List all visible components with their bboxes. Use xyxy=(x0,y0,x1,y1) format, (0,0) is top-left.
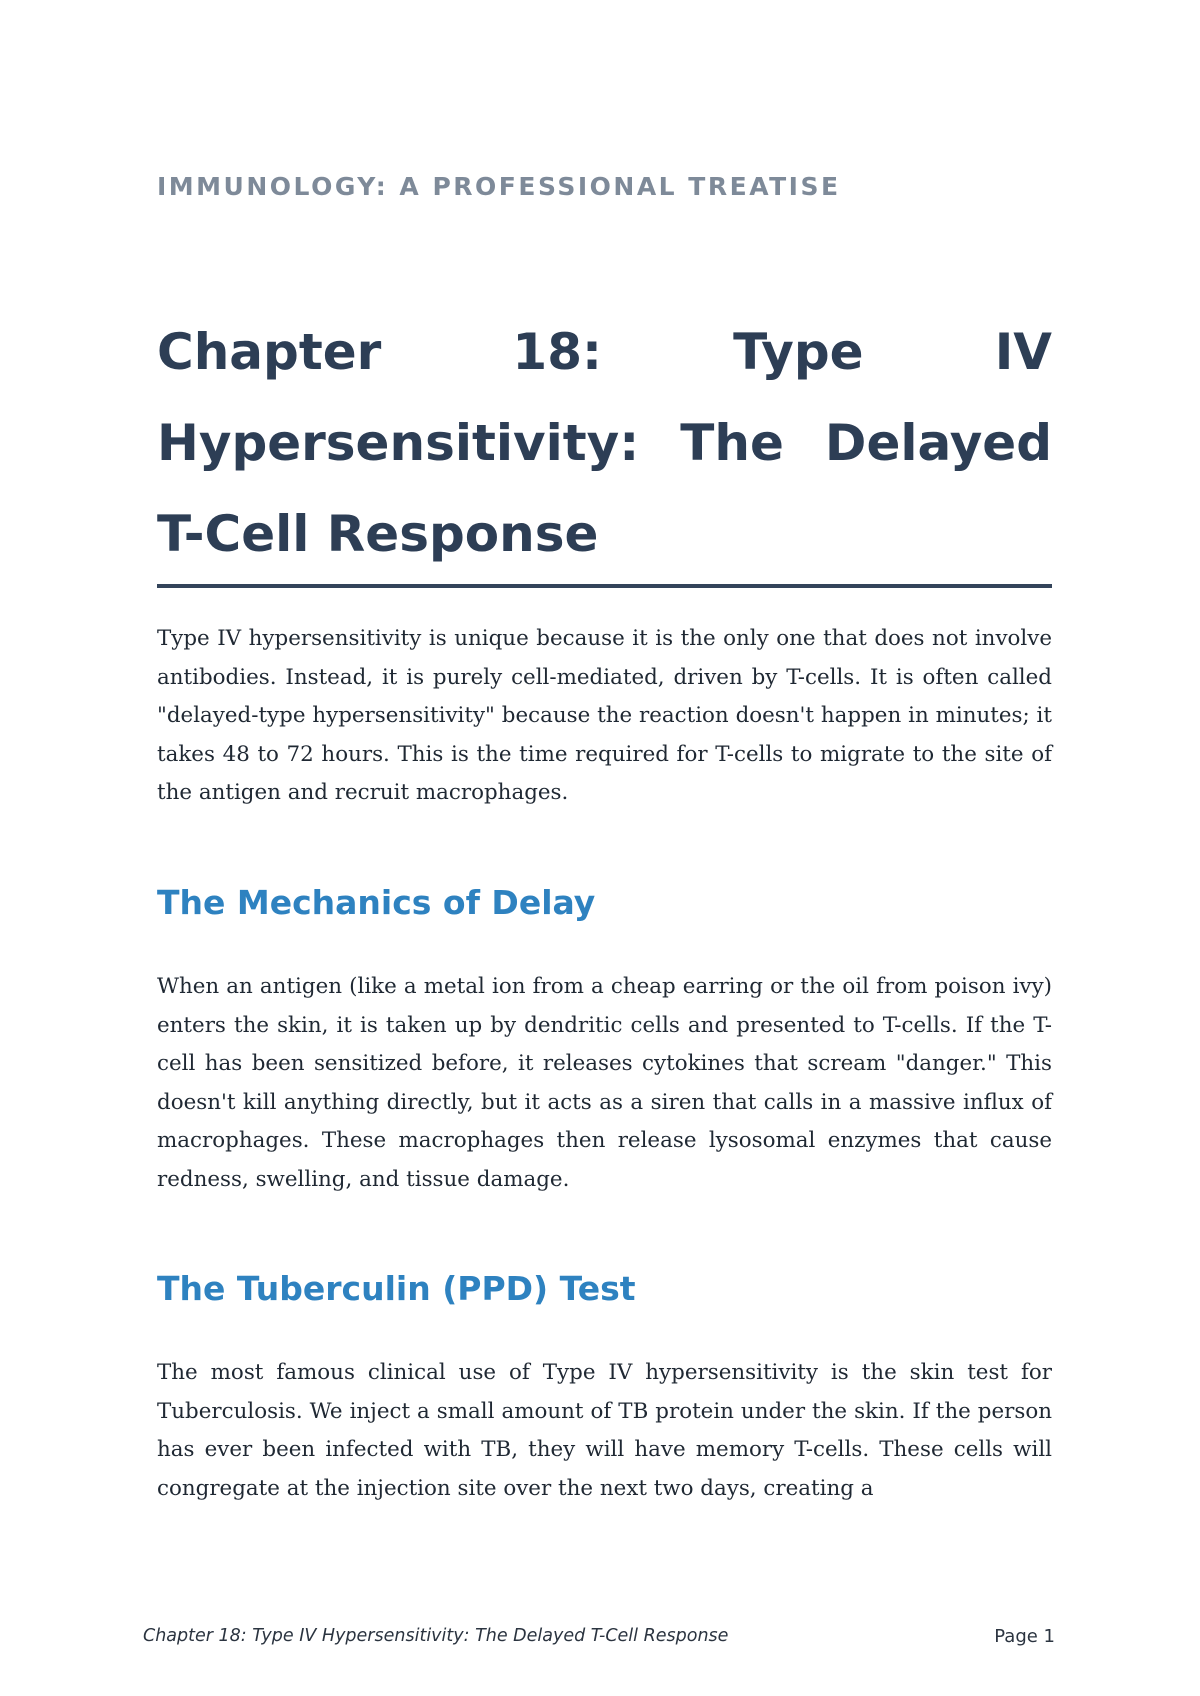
footer-page-number: Page 1 xyxy=(994,1626,1055,1647)
intro-paragraph: Type IV hypersensitivity is unique because it is the only one that does not involve antibodies. Instead, it is purely cell-mediated, driven by T-cells. It is often called "delayed-type hypersensitivity" because the reaction doesn't happen in minutes; it takes 48 to 72 hours. This is the time required for T-cells to migrate to the site of the antigen and recruit macrophages. xyxy=(157,626,1052,805)
tuberculin-paragraph: The most famous clinical use of Type IV hypersensitivity is the skin test for Tuberculosis. We inject a small amount of TB protein under the skin. If the person has ever been infected with TB, they will have memory T-cells. These cells will congregate at the injection site over the next two days, creating a xyxy=(157,1360,1052,1501)
mechanics-paragraph: When an antigen (like a metal ion from a cheap earring or the oil from poison ivy) enters the skin, it is taken up by dendritic cells and presented to T-cells. If the T-cell has been sensitized before, it releases cytokines that scream "danger." This doesn't kill anything directly, but it acts as a siren that calls in a massive influx of macrophages. These macrophages then release lysosomal enzymes that cause redness, swelling, and tissue damage. xyxy=(157,974,1052,1192)
section-heading-tuberculin-test: The Tuberculin (PPD) Test xyxy=(157,1269,636,1308)
chapter-title: Chapter 18: Type IV Hypersensitivity: The Delayed T-Cell Response xyxy=(157,323,1052,563)
section-heading-mechanics-of-delay: The Mechanics of Delay xyxy=(157,883,596,922)
title-divider xyxy=(157,584,1052,588)
running-header-title: IMMUNOLOGY: A PROFESSIONAL TREATISE xyxy=(157,172,841,201)
footer-chapter-title: Chapter 18: Type IV Hypersensitivity: The Delayed T-Cell Response xyxy=(143,1626,729,1646)
